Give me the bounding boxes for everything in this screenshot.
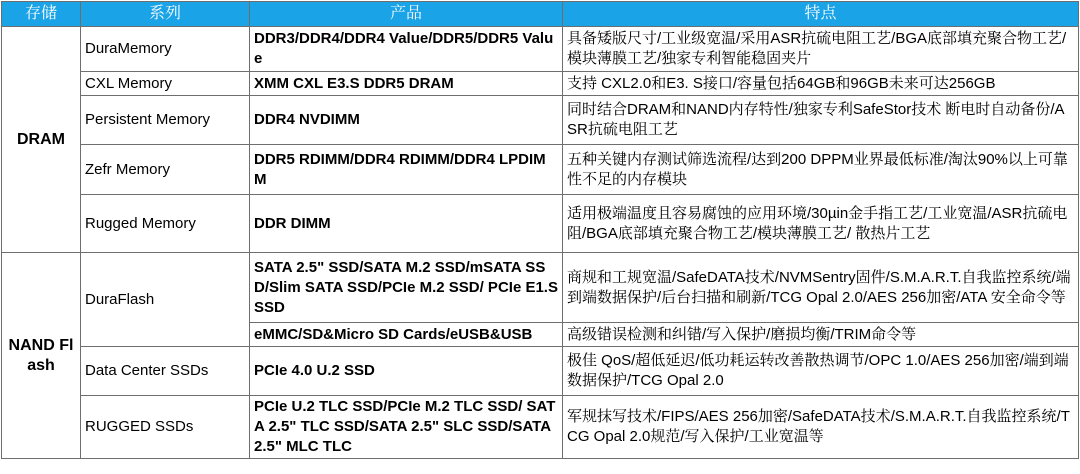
features-cell: 支持 CXL2.0和E3. S接口/容量包括64GB和96GB未来可达256GB — [563, 72, 1079, 96]
table-row — [2, 396, 1079, 459]
features-cell: 适用极端温度且容易腐蚀的应用环境/30µin金手指工艺/工业宽温/ASR抗硫电阻/BGA底部填充聚合物工艺/模块薄膜工艺/ 散热片工艺 — [563, 195, 1079, 253]
product-cell: DDR DIMM — [250, 195, 563, 253]
product-cell: eMMC/SD&Micro SD Cards/eUSB&USB — [250, 323, 563, 347]
features-cell: 商规和工规宽温/SafeDATA技术/NVMSentry固件/S.M.A.R.T.自我监控系统/端到端数据保护/后台扫描和刷新/TCG Opal 2.0/AES 256加密/ATA 安全命令等 — [563, 253, 1079, 323]
header-storage: 存储 — [2, 2, 81, 27]
series-cell: Zefr Memory — [81, 145, 250, 195]
series-cell: Rugged Memory — [81, 195, 250, 253]
product-cell: XMM CXL E3.S DDR5 DRAM — [250, 72, 563, 96]
features-cell: 具备矮版尺寸/工业级宽温/采用ASR抗硫电阻工艺/BGA底部填充聚合物工艺/模块薄膜工艺/独家专利智能稳固夹片 — [563, 27, 1079, 72]
table-row — [2, 145, 1079, 195]
series-cell: DuraMemory — [81, 27, 250, 72]
product-cell: PCIe 4.0 U.2 SSD — [250, 347, 563, 396]
product-cell: DDR4 NVDIMM — [250, 96, 563, 145]
table-row — [2, 347, 1079, 396]
header-features: 特点 — [563, 2, 1079, 27]
series-cell: RUGGED SSDs — [81, 396, 250, 459]
table-row — [2, 253, 1079, 323]
features-cell: 军规抹写技术/FIPS/AES 256加密/SafeDATA技术/S.M.A.R.T.自我监控系统/TCG Opal 2.0规范/写入保护/工业宽温等 — [563, 396, 1079, 459]
header-product: 产品 — [250, 2, 563, 27]
features-cell: 五种关键内存测试筛选流程/达到200 DPPM业界最低标准/淘汰90%以上可靠性不足的内存模块 — [563, 145, 1079, 195]
header-series: 系列 — [81, 2, 250, 27]
series-cell: Data Center SSDs — [81, 347, 250, 396]
table-row — [2, 27, 1079, 72]
table-row — [2, 96, 1079, 145]
product-cell: SATA 2.5" SSD/SATA M.2 SSD/mSATA SSD/Slim SATA SSD/PCIe M.2 SSD/ PCIe E1.S SSD — [250, 253, 563, 323]
series-cell: DuraFlash — [81, 253, 250, 347]
table-row — [2, 195, 1079, 253]
features-cell: 同时结合DRAM和NAND内存特性/独家专利SafeStor技术 断电时自动备份/ASR抗硫电阻工艺 — [563, 96, 1079, 145]
features-cell: 高级错误检测和纠错/写入保护/磨损均衡/TRIM命令等 — [563, 323, 1079, 347]
category-dram: DRAM — [2, 27, 81, 253]
category-nand: NAND Flash — [2, 253, 81, 459]
product-cell: DDR3/DDR4/DDR4 Value/DDR5/DDR5 Value — [250, 27, 563, 72]
product-cell: PCIe U.2 TLC SSD/PCIe M.2 TLC SSD/ SATA 2.5" TLC SSD/SATA 2.5" SLC SSD/SATA 2.5" MLC TLC — [250, 396, 563, 459]
product-table — [1, 1, 1079, 459]
features-cell: 极佳 QoS/超低延迟/低功耗运转改善散热调节/OPC 1.0/AES 256加密/端到端数据保护/TCG Opal 2.0 — [563, 347, 1079, 396]
header-row — [2, 2, 1079, 27]
series-cell: CXL Memory — [81, 72, 250, 96]
series-cell: Persistent Memory — [81, 96, 250, 145]
table-row — [2, 72, 1079, 96]
product-cell: DDR5 RDIMM/DDR4 RDIMM/DDR4 LPDIMM — [250, 145, 563, 195]
